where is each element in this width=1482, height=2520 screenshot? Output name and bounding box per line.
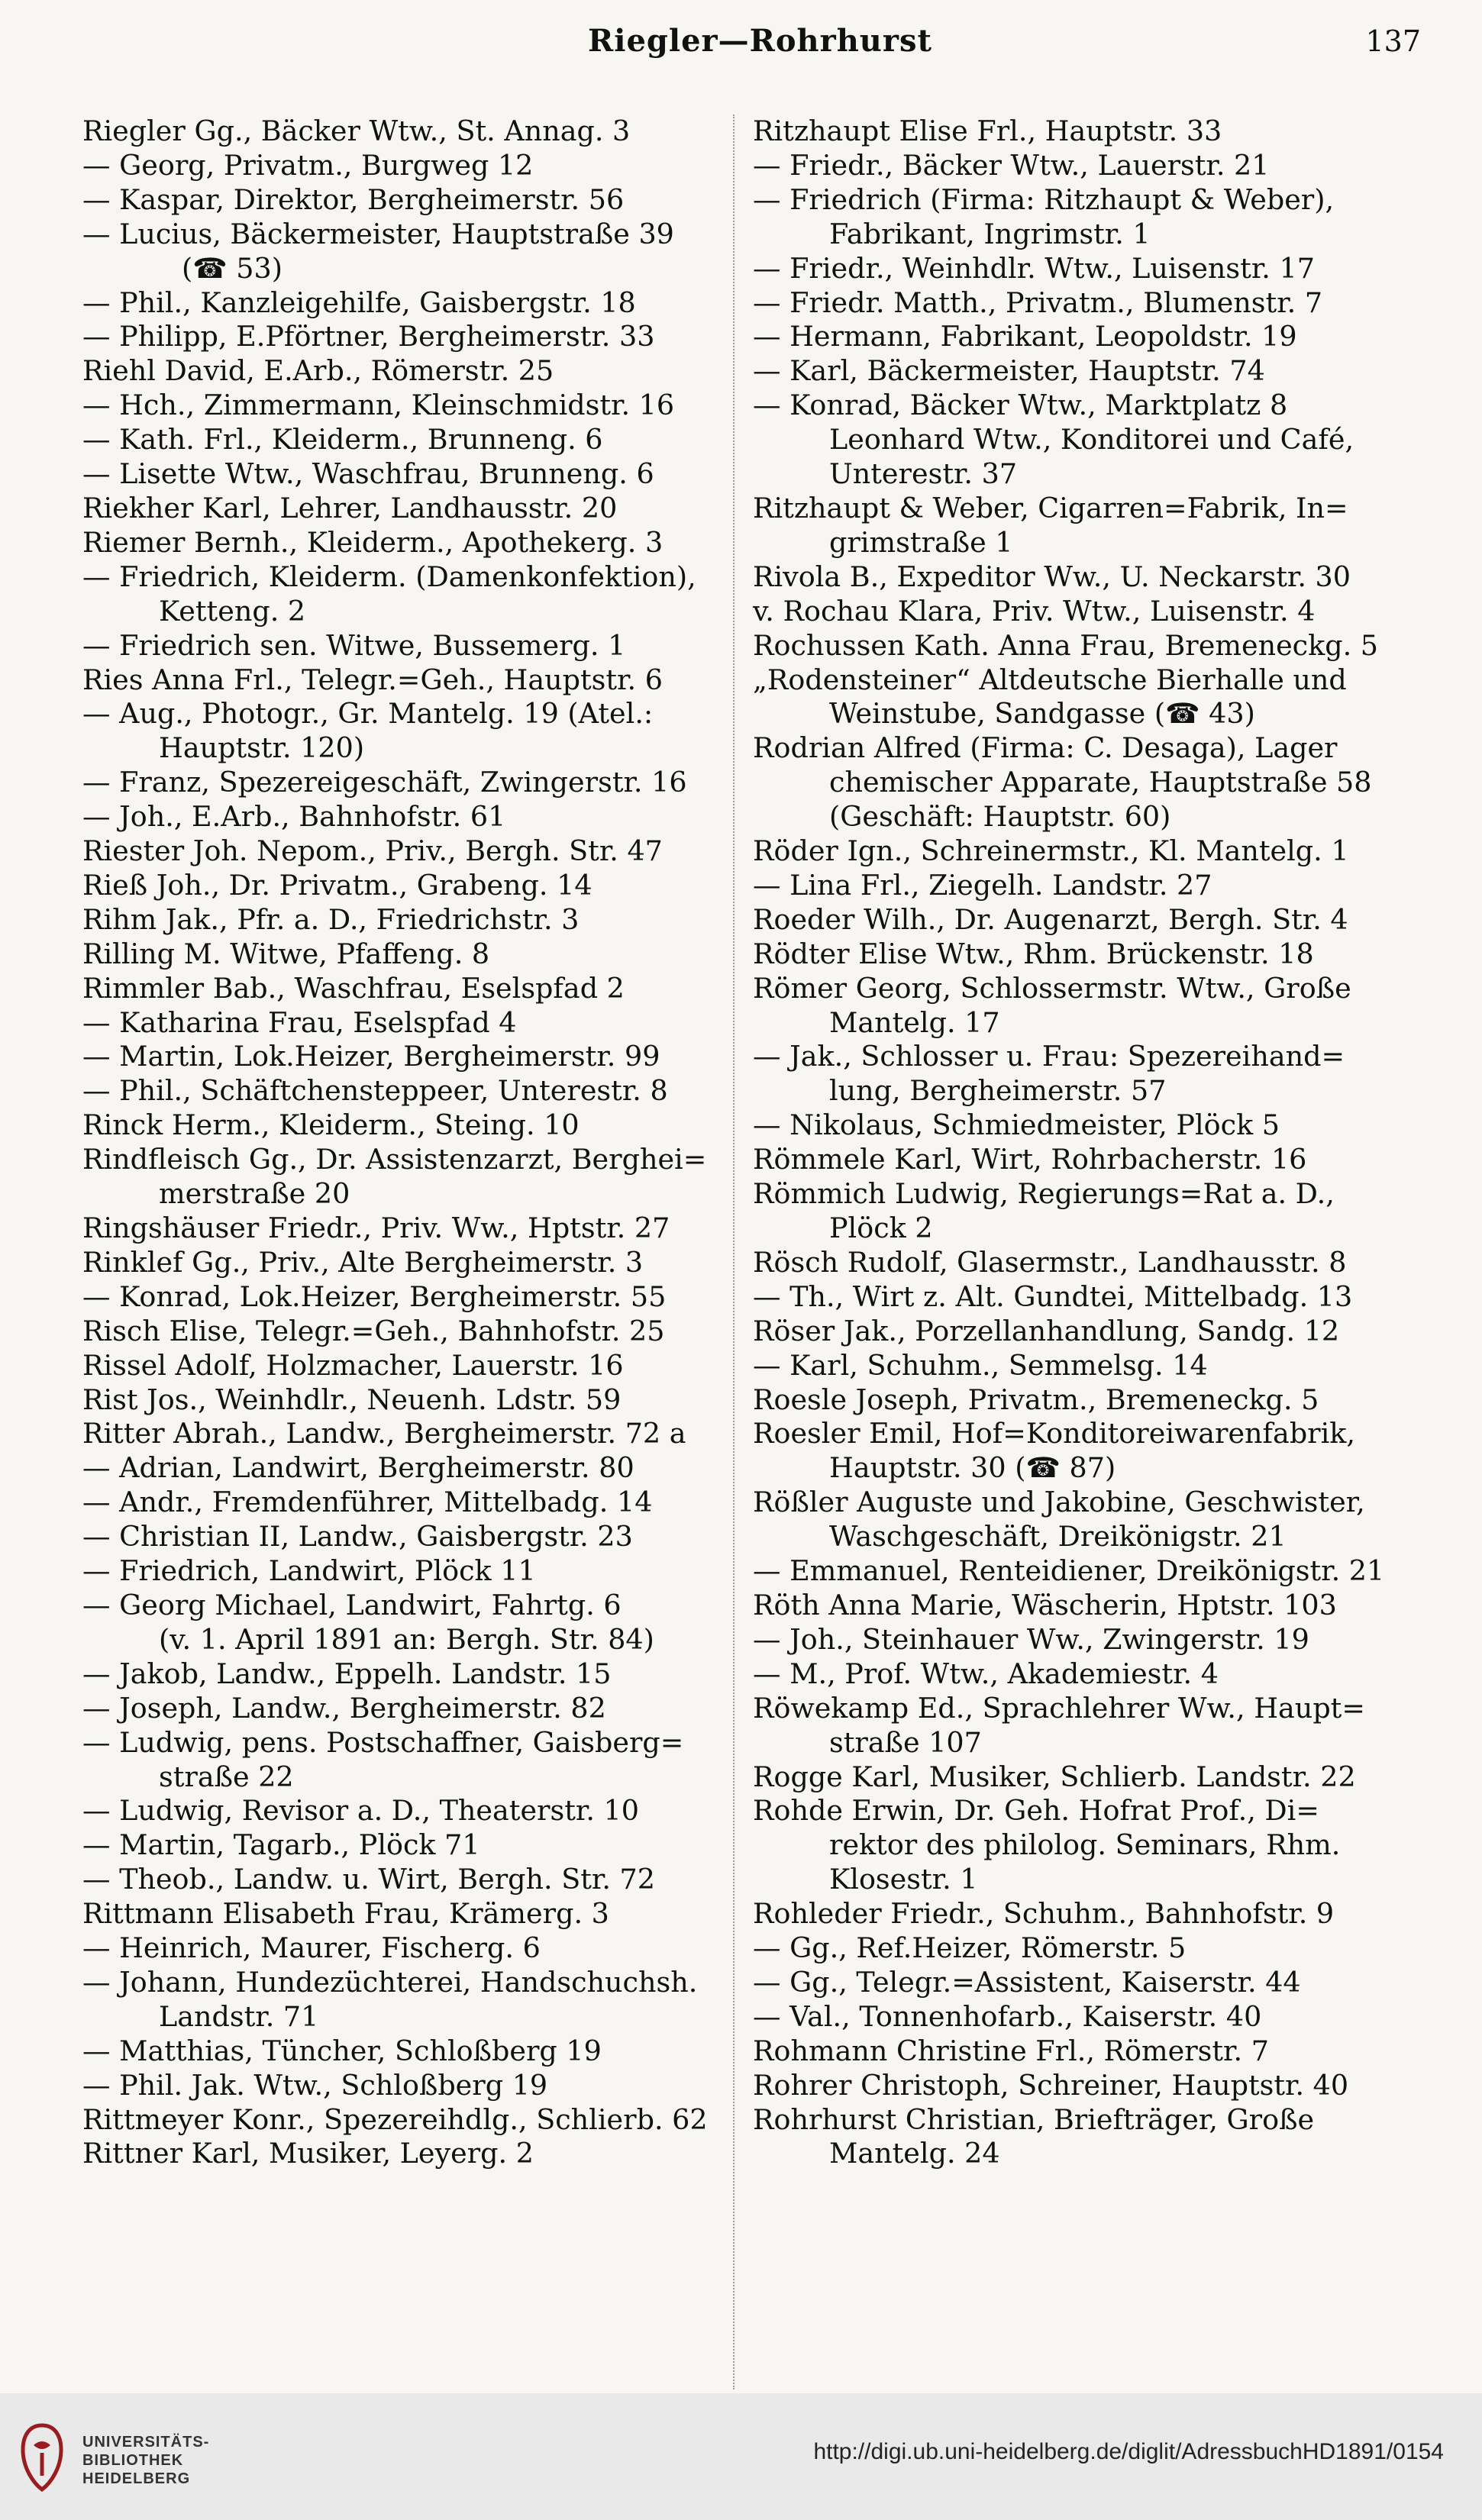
directory-entry-line: — Gg., Telegr.=Assistent, Kaiserstr. 44 <box>753 1965 1301 1999</box>
directory-entry-line: — Lisette Wtw., Waschfrau, Brunneng. 6 <box>82 457 654 491</box>
directory-entry-line: v. Rochau Klara, Priv. Wtw., Luisenstr. 4 <box>753 594 1316 628</box>
directory-entry-line: Römmele Karl, Wirt, Rohrbacherstr. 16 <box>753 1143 1307 1176</box>
directory-entry-line: — Kaspar, Direktor, Bergheimerstr. 56 <box>82 182 625 216</box>
running-title: Riegler—Rohrhurst <box>588 23 932 59</box>
directory-entry-line: Rohde Erwin, Dr. Geh. Hofrat Prof., Di= <box>753 1794 1319 1828</box>
directory-entry-line: — Christian II, Landw., Gaisbergstr. 23 <box>82 1520 633 1554</box>
university-seal-icon <box>18 2422 66 2493</box>
directory-entry-line: — Philipp, E.Pförtner, Bergheimerstr. 33 <box>82 320 655 353</box>
directory-entry-line: Mantelg. 24 <box>829 2137 1000 2170</box>
directory-entry-line: Rist Jos., Weinhdlr., Neuenh. Ldstr. 59 <box>82 1383 622 1416</box>
directory-entry-line: Rößler Auguste und Jakobine, Geschwister, <box>753 1486 1365 1519</box>
directory-entry-line: grimstraße 1 <box>829 525 1013 559</box>
directory-entry-line: — Aug., Photogr., Gr. Mantelg. 19 (Atel.: <box>82 697 654 731</box>
directory-entry-line: Röder Ign., Schreinermstr., Kl. Mantelg. 1 <box>753 834 1349 868</box>
directory-entry-line: Rindfleisch Gg., Dr. Assistenzarzt, Berghei= <box>82 1143 707 1176</box>
directory-entry-line: straße 22 <box>159 1760 294 1793</box>
directory-entry-line: — Hch., Zimmermann, Kleinschmidstr. 16 <box>82 389 675 422</box>
directory-entry-line: Rinklef Gg., Priv., Alte Bergheimerstr. 3 <box>82 1245 644 1279</box>
directory-entry-line: Weinstube, Sandgasse (☎ 43) <box>829 697 1255 731</box>
directory-entry-line: — Karl, Bäckermeister, Hauptstr. 74 <box>753 354 1265 388</box>
directory-entry-line: Riemer Bernh., Kleiderm., Apothekerg. 3 <box>82 525 664 559</box>
directory-entry-line: — Friedr., Bäcker Wtw., Lauerstr. 21 <box>753 148 1270 182</box>
directory-entry-line: — Lina Frl., Ziegelh. Landstr. 27 <box>753 868 1212 902</box>
directory-entry-line: Klosestr. 1 <box>829 1863 978 1896</box>
directory-entry-line: Risch Elise, Telegr.=Geh., Bahnhofstr. 25 <box>82 1314 665 1347</box>
directory-entry-line: Ritter Abrah., Landw., Bergheimerstr. 72 a <box>82 1417 686 1450</box>
page-header <box>84 23 1436 69</box>
directory-entry-line: Röser Jak., Porzellanhandlung, Sandg. 12 <box>753 1314 1340 1347</box>
directory-entry-line: Unterestr. 37 <box>829 457 1018 491</box>
directory-entry-line: Rittmeyer Konr., Spezereihdlg., Schlierb. 62 <box>82 2102 708 2136</box>
directory-entry-line: — Friedr. Matth., Privatm., Blumenstr. 7 <box>753 286 1323 319</box>
directory-entry-line: Rohrhurst Christian, Briefträger, Große <box>753 2102 1315 2136</box>
directory-entry-line: — Friedrich, Kleiderm. (Damenkonfektion), <box>82 560 696 593</box>
directory-entry-line: Mantelg. 17 <box>829 1005 1000 1039</box>
directory-entry-line: — Karl, Schuhm., Semmelsg. 14 <box>753 1348 1208 1382</box>
page-number: 137 <box>1365 24 1421 58</box>
directory-entry-line: — Friedrich (Firma: Ritzhaupt & Weber), <box>753 182 1335 216</box>
directory-entry-line: Riegler Gg., Bäcker Wtw., St. Annag. 3 <box>82 115 631 147</box>
directory-entry-line: Riester Joh. Nepom., Priv., Bergh. Str. 47 <box>82 834 663 868</box>
directory-entry-line: — Phil., Schäftchensteppeer, Unterestr. 8 <box>82 1074 668 1108</box>
directory-entry-line: — Lucius, Bäckermeister, Hauptstraße 39 <box>82 217 674 250</box>
directory-entry-line: Rissel Adolf, Holzmacher, Lauerstr. 16 <box>82 1348 624 1382</box>
directory-entry-line: Leonhard Wtw., Konditorei und Café, <box>829 423 1354 457</box>
directory-entry-line: Rieß Joh., Dr. Privatm., Grabeng. 14 <box>82 868 592 902</box>
directory-entry-line: Rogge Karl, Musiker, Schlierb. Landstr. 22 <box>753 1760 1356 1793</box>
directory-entry-line: — Kath. Frl., Kleiderm., Brunneng. 6 <box>82 423 603 457</box>
directory-entry-line: Landstr. 71 <box>159 1999 319 2033</box>
directory-entry-line: Rinck Herm., Kleiderm., Steing. 10 <box>82 1108 580 1142</box>
footer-bar <box>0 2393 1482 2520</box>
directory-entry-line: Rödter Elise Wtw., Rhm. Brückenstr. 18 <box>753 937 1314 970</box>
directory-entry-line: — Nikolaus, Schmiedmeister, Plöck 5 <box>753 1108 1280 1142</box>
directory-entry-line: Roeder Wilh., Dr. Augenarzt, Bergh. Str. 4 <box>753 902 1348 936</box>
directory-entry-line: (☎ 53) <box>182 251 283 285</box>
directory-entry-line: Rösch Rudolf, Glasermstr., Landhausstr. 8 <box>753 1245 1347 1279</box>
directory-entry-line: Römer Georg, Schlossermstr. Wtw., Große <box>753 971 1351 1005</box>
directory-entry-line: — Theob., Landw. u. Wirt, Bergh. Str. 72 <box>82 1863 655 1896</box>
directory-entry-line: Fabrikant, Ingrimstr. 1 <box>829 217 1151 250</box>
directory-entry-line: Ritzhaupt & Weber, Cigarren=Fabrik, In= <box>753 491 1348 524</box>
directory-entry-line: — Ludwig, Revisor a. D., Theaterstr. 10 <box>82 1794 639 1828</box>
directory-entry-line: Riekher Karl, Lehrer, Landhausstr. 20 <box>82 491 618 524</box>
directory-entry-line: — Jak., Schlosser u. Frau: Spezereihand= <box>753 1040 1345 1073</box>
directory-entry-line: — M., Prof. Wtw., Akademiestr. 4 <box>753 1657 1219 1690</box>
directory-entry-line: Ries Anna Frl., Telegr.=Geh., Hauptstr. 6 <box>82 663 663 696</box>
directory-entry-line: — Phil., Kanzleigehilfe, Gaisbergstr. 18 <box>82 286 636 319</box>
directory-entry-line: — Konrad, Bäcker Wtw., Marktplatz 8 <box>753 389 1288 422</box>
directory-entry-line: — Emmanuel, Renteidiener, Dreikönigstr. 21 <box>753 1554 1385 1588</box>
directory-entry-line: Roesle Joseph, Privatm., Bremeneckg. 5 <box>753 1383 1319 1416</box>
directory-entry-line: — Joh., Steinhauer Ww., Zwingerstr. 19 <box>753 1622 1309 1656</box>
directory-entry-line: — Friedrich, Landwirt, Plöck 11 <box>82 1554 536 1588</box>
directory-entry-line: — Val., Tonnenhofarb., Kaiserstr. 40 <box>753 1999 1262 2033</box>
directory-entry-line: Rochussen Kath. Anna Frau, Bremeneckg. 5 <box>753 628 1379 662</box>
directory-entry-line: — Franz, Spezereigeschäft, Zwingerstr. 16 <box>82 766 687 799</box>
directory-entry-line: — Konrad, Lok.Heizer, Bergheimerstr. 55 <box>82 1279 667 1313</box>
directory-entry-line: — Georg Michael, Landwirt, Fahrtg. 6 <box>82 1588 622 1621</box>
directory-entry-line: Rohrer Christoph, Schreiner, Hauptstr. 40 <box>753 2068 1349 2102</box>
directory-entry-line: Ringshäuser Friedr., Priv. Ww., Hptstr. 27 <box>82 1212 670 1244</box>
directory-entry-line: Ketteng. 2 <box>159 594 306 628</box>
directory-entry-line: Röth Anna Marie, Wäscherin, Hptstr. 103 <box>753 1588 1337 1621</box>
directory-entry-line: Plöck 2 <box>829 1212 933 1244</box>
directory-entry-line: — Friedr., Weinhdlr. Wtw., Luisenstr. 17 <box>753 251 1315 285</box>
directory-entry-line: — Hermann, Fabrikant, Leopoldstr. 19 <box>753 320 1297 353</box>
directory-entry-line: rektor des philolog. Seminars, Rhm. <box>829 1828 1341 1862</box>
directory-entry-line: Römmich Ludwig, Regierungs=Rat a. D., <box>753 1177 1335 1211</box>
directory-entry-line: — Ludwig, pens. Postschaffner, Gaisberg= <box>82 1725 684 1759</box>
directory-entry-line: — Heinrich, Maurer, Fischerg. 6 <box>82 1931 541 1965</box>
directory-entry-line: — Katharina Frau, Eselspfad 4 <box>82 1005 517 1039</box>
directory-entry-line: — Johann, Hundezüchterei, Handschuchsh. <box>82 1965 698 1999</box>
directory-entry-line: „Rodensteiner“ Altdeutsche Bierhalle und <box>753 663 1347 696</box>
directory-entry-line: Riehl David, E.Arb., Römerstr. 25 <box>82 354 554 388</box>
directory-entry-line: — Phil. Jak. Wtw., Schloßberg 19 <box>82 2068 548 2102</box>
directory-entry-line: — Martin, Lok.Heizer, Bergheimerstr. 99 <box>82 1040 660 1073</box>
library-name: UNIVERSITÄTS- BIBLIOTHEK HEIDELBERG <box>82 2434 210 2487</box>
directory-entry-line: Ritzhaupt Elise Frl., Hauptstr. 33 <box>753 115 1222 147</box>
directory-entry-line: — Friedrich sen. Witwe, Bussemerg. 1 <box>82 628 626 662</box>
directory-entry-line: — Georg, Privatm., Burgweg 12 <box>82 148 534 182</box>
directory-entry-line: Rittmann Elisabeth Frau, Krämerg. 3 <box>82 1897 609 1931</box>
directory-entry-line: Rittner Karl, Musiker, Leyerg. 2 <box>82 2137 534 2170</box>
directory-entry-line: — Gg., Ref.Heizer, Römerstr. 5 <box>753 1931 1187 1965</box>
directory-entry-line: Waschgeschäft, Dreikönigstr. 21 <box>829 1520 1287 1554</box>
directory-entry-line: Rihm Jak., Pfr. a. D., Friedrichstr. 3 <box>82 902 580 936</box>
directory-entry-line: — Andr., Fremdenführer, Mittelbadg. 14 <box>82 1486 653 1519</box>
directory-entry-line: Rimmler Bab., Waschfrau, Eselspfad 2 <box>82 971 625 1005</box>
directory-entry-line: Hauptstr. 30 (☎ 87) <box>829 1451 1116 1485</box>
directory-entry-line: — Adrian, Landwirt, Bergheimerstr. 80 <box>82 1451 634 1485</box>
directory-entry-line: Roesler Emil, Hof=Konditoreiwarenfabrik, <box>753 1417 1356 1450</box>
directory-entry-line: Rilling M. Witwe, Pfaffeng. 8 <box>82 937 490 970</box>
directory-entry-line: lung, Bergheimerstr. 57 <box>829 1074 1167 1108</box>
directory-entry-line: Rodrian Alfred (Firma: C. Desaga), Lager <box>753 731 1338 765</box>
source-url-link[interactable]: http://digi.ub.uni-heidelberg.de/diglit/AdressbuchHD1891/0154 <box>813 2439 1444 2464</box>
directory-entry-line: — Matthias, Tüncher, Schloßberg 19 <box>82 2034 602 2067</box>
directory-entry-line: Röwekamp Ed., Sprachlehrer Ww., Haupt= <box>753 1691 1365 1725</box>
directory-entry-line: Rivola B., Expeditor Ww., U. Neckarstr. 30 <box>753 560 1351 593</box>
directory-entry-line: — Joh., E.Arb., Bahnhofstr. 61 <box>82 800 506 834</box>
directory-entry-line: Hauptstr. 120) <box>159 731 365 765</box>
directory-entry-line: Rohmann Christine Frl., Römerstr. 7 <box>753 2034 1269 2067</box>
directory-entry-line: Rohleder Friedr., Schuhm., Bahnhofstr. 9 <box>753 1897 1335 1931</box>
right-column <box>753 115 1425 2171</box>
directory-entry-line: chemischer Apparate, Hauptstraße 58 <box>829 766 1372 799</box>
directory-entry-line: merstraße 20 <box>159 1177 350 1211</box>
directory-entry-line: straße 107 <box>829 1725 982 1759</box>
directory-entry-line: — Th., Wirt z. Alt. Gundtei, Mittelbadg. 13 <box>753 1279 1353 1313</box>
directory-entry-line: — Jakob, Landw., Eppelh. Landstr. 15 <box>82 1657 612 1690</box>
left-column <box>82 115 724 2171</box>
directory-entry-line: — Joseph, Landw., Bergheimerstr. 82 <box>82 1691 606 1725</box>
column-divider <box>733 115 735 2389</box>
directory-entry-line: (Geschäft: Hauptstr. 60) <box>829 800 1171 834</box>
directory-entry-line: — Martin, Tagarb., Plöck 71 <box>82 1828 480 1862</box>
directory-entry-line: (v. 1. April 1891 an: Bergh. Str. 84) <box>159 1622 654 1656</box>
